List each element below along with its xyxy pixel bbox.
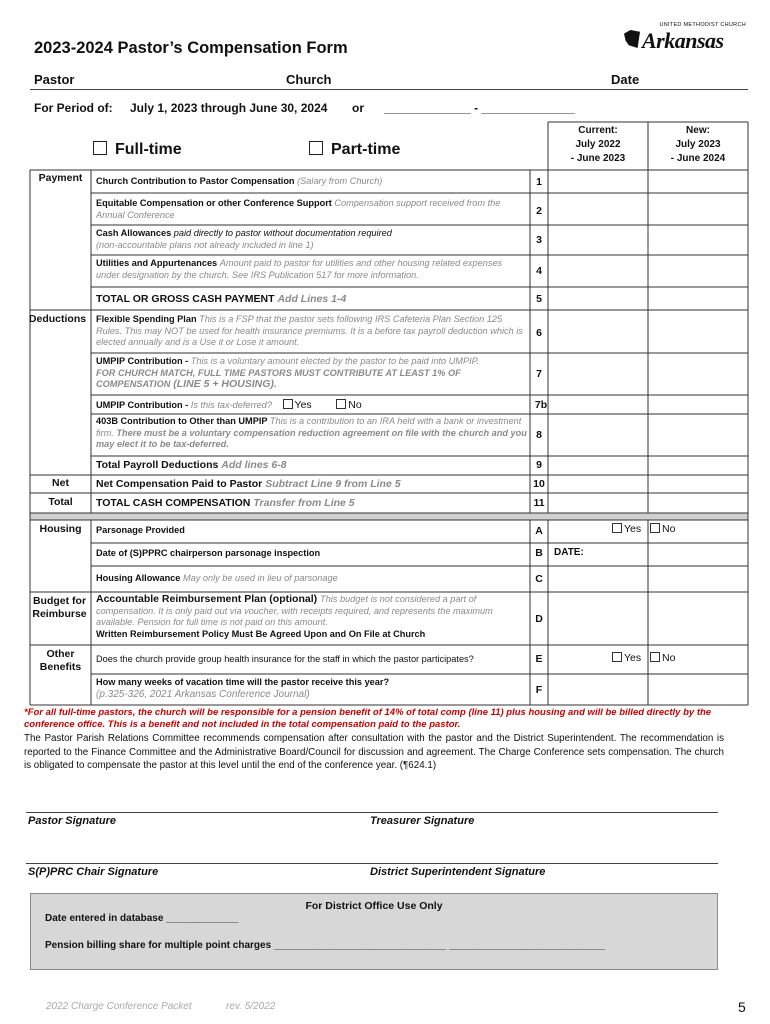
- checkbox-icon: [612, 652, 622, 662]
- row-9-number: 9: [536, 459, 542, 471]
- row-7b-number: 7b: [534, 399, 548, 411]
- checkbox-icon: [650, 652, 660, 662]
- section-other-benefits: Other Benefits: [39, 648, 82, 673]
- sppcr-signature-label: S(P)PRC Chair Signature: [28, 866, 159, 878]
- signature-line-1: [26, 812, 718, 813]
- part-time-label: Part-time: [331, 141, 401, 158]
- row-3-number: 3: [536, 234, 542, 246]
- row-f-number: F: [535, 684, 543, 696]
- row-7b-no[interactable]: No: [336, 399, 361, 411]
- row-10-label: Net Compensation Paid to Pastor Subtract Line 9 from Line 5: [96, 478, 401, 490]
- row-7-label: UMPIP Contribution - This is a voluntary amount elected by the pastor to be paid into UMPIP. FOR CHURCH MATCH, FULL TIME PASTORS MUST CONTRIBUTE AT LEAST 1% OF COMPENSATION (LINE 5 + HOUSING).: [96, 356, 480, 390]
- row-f-label: How many weeks of vacation time will the pastor receive this year? (p.325-326, 2021 Arkansas Conference Journal): [96, 677, 390, 700]
- full-time-label: Full-time: [115, 141, 182, 158]
- checkbox-icon: [650, 523, 660, 533]
- row-e-no[interactable]: No: [650, 652, 675, 664]
- recommendation-paragraph: The Pastor Parish Relations Committee recommends compensation after consultation with the pastor and the District Superintendent. The recommendation is reported to the Finance Committee and the Administrative Board/Council for discussion and agreement. The Charge Conference sets compensation. The church is obligated to compensate the pastor at this level until the end of the conference year. (¶624.1): [24, 733, 724, 771]
- period-or: or: [352, 101, 364, 115]
- row-7b-yes[interactable]: Yes: [283, 399, 312, 411]
- row-a-number: A: [535, 525, 543, 537]
- new-column-header: New: July 2023 - June 2024: [670, 125, 726, 164]
- section-total: Total: [48, 496, 73, 508]
- row-d-number: D: [535, 613, 543, 625]
- checkbox-icon: [612, 523, 622, 533]
- row-4-label: Utilities and Appurtenances Amount paid to pastor for utilities and other housing related expenses under designation by the church. See IRS Publication 517 for more information.: [96, 258, 503, 280]
- row-d-label: Accountable Reimbursement Plan (optional) This budget is not considered a part of compensation. It is only paid out via voucher, with receipts required, and represents the maximum available. Pension for full time is not paid on this amount. Written Reimbursement Policy Must Be Agreed Upon and On File at Church: [96, 593, 493, 639]
- current-column-header: Current: July 2022 - June 2023: [570, 125, 626, 164]
- row-6-number: 6: [536, 327, 542, 339]
- row-6-label: Flexible Spending Plan This is a FSP that the pastor sets following IRS Cafeteria Plan Section 125 Rules. This may NOT be used for health insurance premiums. It is a before tax payroll deduction which is elected annually and is a Use it or Lose it amount.: [96, 314, 523, 347]
- pastor-signature-label: Pastor Signature: [28, 815, 117, 827]
- row-4-number: 4: [536, 265, 542, 277]
- row-c-label: Housing Allowance May only be used in lieu of parsonage: [96, 573, 338, 583]
- row-2-number: 2: [536, 205, 542, 217]
- section-deductions: Deductions: [28, 313, 87, 325]
- row-11-number: 11: [533, 497, 545, 509]
- date-entered-field[interactable]: Date entered in database _____________: [45, 913, 239, 924]
- date-label: Date: [611, 72, 640, 87]
- footer-rev: rev. 5/2022: [226, 1001, 276, 1012]
- row-7b-label: UMPIP Contribution - Is this tax-deferred? Yes No: [96, 399, 362, 411]
- row-a-no[interactable]: No: [650, 523, 675, 535]
- row-1-label: Church Contribution to Pastor Compensation (Salary from Church): [96, 176, 383, 186]
- row-8-label: 403B Contribution to Other than UMPIP This is a contribution to an IRA held with a bank or investment firm. There must be a voluntary compensation reduction agreement on file with the church and you may elect it to be tax-deferred.: [96, 416, 527, 449]
- row-8-number: 8: [536, 429, 542, 441]
- row-b-number: B: [535, 547, 543, 559]
- row-a-yes[interactable]: Yes: [612, 523, 641, 535]
- checkbox-icon: [336, 399, 346, 409]
- row-11-label: TOTAL CASH COMPENSATION Transfer from Line 5: [96, 497, 355, 509]
- office-title: For District Office Use Only: [305, 900, 443, 912]
- period-label: For Period of:: [34, 101, 113, 115]
- page-title: 2023-2024 Pastor’s Compensation Form: [34, 39, 348, 57]
- row-b-date-field[interactable]: DATE:: [554, 547, 584, 558]
- row-a-label: Parsonage Provided: [96, 525, 185, 535]
- row-5-label: TOTAL OR GROSS CASH PAYMENT Add Lines 1-4: [96, 293, 347, 305]
- period-blank[interactable]: _____________ - ______________: [384, 101, 575, 115]
- row-2-label: Equitable Compensation or other Conference Support Compensation support received from the Annual Conference: [96, 198, 501, 220]
- logo-top-text: UNITED METHODIST CHURCH: [659, 22, 746, 28]
- row-e-number: E: [535, 653, 543, 665]
- page-number: 5: [738, 999, 746, 1015]
- row-10-number: 10: [533, 478, 545, 490]
- row-3-label: Cash Allowances paid directly to pastor without documentation required (non-accountable plans not already included in line 1): [96, 228, 392, 250]
- row-e-label: Does the church provide group health insurance for the staff in which the pastor participates?: [96, 654, 474, 664]
- section-net: Net: [52, 477, 69, 489]
- section-housing: Housing: [39, 523, 82, 535]
- signature-line-2: [26, 863, 718, 864]
- logo-word: Arkansas: [642, 28, 724, 53]
- row-7-number: 7: [536, 368, 542, 380]
- row-9-label: Total Payroll Deductions Add lines 6-8: [96, 459, 287, 471]
- row-c-number: C: [535, 573, 543, 585]
- checkbox-icon: [283, 399, 293, 409]
- period-range: July 1, 2023 through June 30, 2024: [130, 101, 328, 115]
- ds-signature-label: District Superintendent Signature: [370, 866, 546, 878]
- section-budget: Budget for Reimburse: [32, 595, 87, 620]
- pension-billing-field[interactable]: Pension billing share for multiple point charges _______________________________ ____________________________: [45, 940, 605, 951]
- row-b-label: Date of (S)PPRC chairperson parsonage inspection: [96, 548, 321, 558]
- treasurer-signature-label: Treasurer Signature: [370, 815, 475, 827]
- church-label: Church: [286, 72, 332, 87]
- row-e-yes[interactable]: Yes: [612, 652, 641, 664]
- section-payment: Payment: [38, 172, 83, 184]
- pastor-label: Pastor: [34, 72, 75, 87]
- row-1-number: 1: [536, 176, 542, 188]
- pension-note: *For all full-time pastors, the church will be responsible for a pension benefit of 14% of total comp (line 11) plus housing and will be billed directly by the conference office. This is a benefit and not included in the total compensation paid to the pastor.: [24, 707, 712, 730]
- footer-packet: 2022 Charge Conference Packet: [46, 1001, 192, 1012]
- row-5-number: 5: [536, 293, 542, 305]
